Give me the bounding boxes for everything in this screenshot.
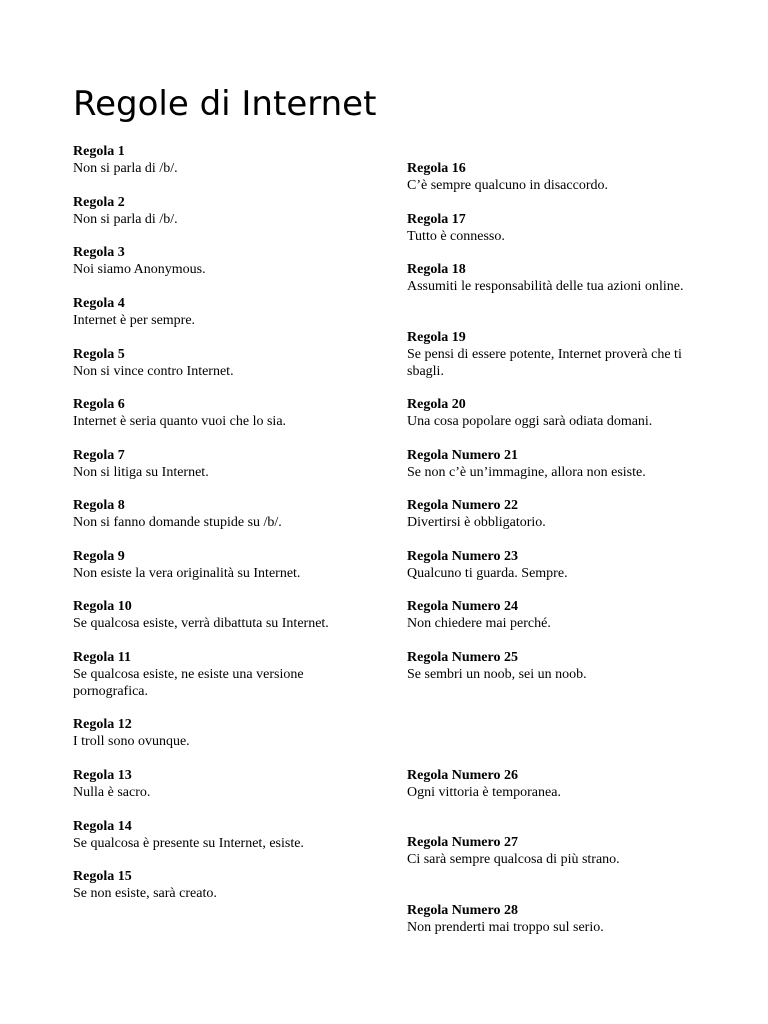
rule-block-8 — [73, 497, 383, 531]
rule-title: Regola Numero 22 — [407, 498, 518, 513]
rule-title: Regola 5 — [73, 347, 125, 362]
rule-text: Una cosa popolare oggi sarà odiata domani. — [407, 414, 653, 429]
rule-text: Internet è seria quanto vuoi che lo sia. — [73, 414, 287, 429]
rule-block-7 — [73, 447, 383, 481]
rule-title: Regola 11 — [73, 650, 131, 665]
rule-block-10 — [73, 598, 383, 632]
rule-title: Regola 13 — [73, 768, 132, 783]
rule-block-4 — [73, 295, 383, 329]
rule-text: Non si vince contro Internet. — [73, 364, 234, 379]
rule-block-24 — [407, 598, 697, 632]
rule-title: Regola 2 — [73, 195, 125, 210]
rule-text: Non chiedere mai perché. — [407, 616, 551, 631]
rule-block-23 — [407, 548, 697, 582]
rule-title: Regola Numero 23 — [407, 549, 518, 564]
rule-block-16 — [407, 160, 697, 194]
rule-title: Regola 10 — [73, 599, 132, 614]
rule-block-11 — [73, 649, 363, 700]
rule-title: Regola 19 — [407, 330, 466, 345]
rule-text: Non si parla di /b/. — [73, 212, 178, 227]
rule-title: Regola 15 — [73, 869, 132, 884]
rule-title: Regola Numero 26 — [407, 768, 518, 783]
rule-title: Regola 14 — [73, 819, 132, 834]
rule-text: Se qualcosa è presente su Internet, esiste. — [73, 836, 304, 851]
rule-block-28 — [407, 902, 697, 936]
rule-text: Non si fanno domande stupide su /b/. — [73, 515, 282, 530]
rule-title: Regola 20 — [407, 397, 466, 412]
rule-block-17 — [407, 211, 697, 245]
rule-block-22 — [407, 497, 697, 531]
rule-title: Regola 16 — [407, 161, 466, 176]
rule-block-25 — [407, 649, 697, 683]
rule-title: Regola 6 — [73, 397, 125, 412]
rule-text: Nulla è sacro. — [73, 785, 151, 800]
rule-text: Qualcuno ti guarda. Sempre. — [407, 566, 568, 581]
rule-text: Se non esiste, sarà creato. — [73, 886, 217, 901]
rule-text: Noi siamo Anonymous. — [73, 262, 206, 277]
rule-text: Non si litiga su Internet. — [73, 465, 209, 480]
rule-title: Regola Numero 24 — [407, 599, 518, 614]
rule-text: Divertirsi è obbligatorio. — [407, 515, 546, 530]
rule-text: Non prenderti mai troppo sul serio. — [407, 920, 604, 935]
rule-text: Internet è per sempre. — [73, 313, 196, 328]
rule-title: Regola 18 — [407, 262, 466, 277]
rule-block-13 — [73, 767, 383, 801]
rule-block-6 — [73, 396, 383, 430]
rule-text: Se non c’è un’immagine, allora non esiste. — [407, 465, 646, 480]
rule-title: Regola 3 — [73, 245, 125, 260]
rule-title: Regola 17 — [407, 212, 466, 227]
rule-title: Regola 7 — [73, 448, 125, 463]
rule-block-14 — [73, 818, 383, 852]
rule-title: Regola 1 — [73, 144, 125, 159]
rule-text: Assumiti le responsabilità delle tua azioni online. — [407, 279, 684, 294]
rule-block-20 — [407, 396, 697, 430]
rule-text: Ogni vittoria è temporanea. — [407, 785, 561, 800]
rule-title: Regola 9 — [73, 549, 125, 564]
rule-block-2 — [73, 194, 383, 228]
rule-text: Se pensi di essere potente, Internet proverà che ti sbagli. — [407, 347, 682, 379]
rule-text: Tutto è connesso. — [407, 229, 505, 244]
rule-block-21 — [407, 447, 697, 481]
rule-block-18 — [407, 261, 697, 295]
rule-block-3 — [73, 244, 383, 278]
rule-title: Regola Numero 27 — [407, 835, 518, 850]
rule-text: Ci sarà sempre qualcosa di più strano. — [407, 852, 620, 867]
rule-block-26 — [407, 767, 697, 801]
page-title: Regole di Internet — [73, 84, 377, 124]
rule-title: Regola Numero 25 — [407, 650, 518, 665]
rule-text: C’è sempre qualcuno in disaccordo. — [407, 178, 608, 193]
rule-title: Regola Numero 28 — [407, 903, 518, 918]
rule-text: Se sembri un noob, sei un noob. — [407, 667, 587, 682]
rule-title: Regola 4 — [73, 296, 125, 311]
rule-title: Regola Numero 21 — [407, 448, 518, 463]
rule-text: I troll sono ovunque. — [73, 734, 190, 749]
rule-text: Non esiste la vera originalità su Internet. — [73, 566, 301, 581]
rule-block-12 — [73, 716, 383, 750]
rule-text: Non si parla di /b/. — [73, 161, 178, 176]
rule-block-1 — [73, 143, 383, 177]
rule-title: Regola 8 — [73, 498, 125, 513]
rule-block-19 — [407, 329, 697, 380]
rule-block-5 — [73, 346, 383, 380]
rule-text: Se qualcosa esiste, verrà dibattuta su Internet. — [73, 616, 329, 631]
rule-block-15 — [73, 868, 383, 902]
rule-block-9 — [73, 548, 383, 582]
rule-title: Regola 12 — [73, 717, 132, 732]
rule-text: Se qualcosa esiste, ne esiste una versione pornografica. — [73, 667, 304, 699]
rule-block-27 — [407, 834, 697, 868]
